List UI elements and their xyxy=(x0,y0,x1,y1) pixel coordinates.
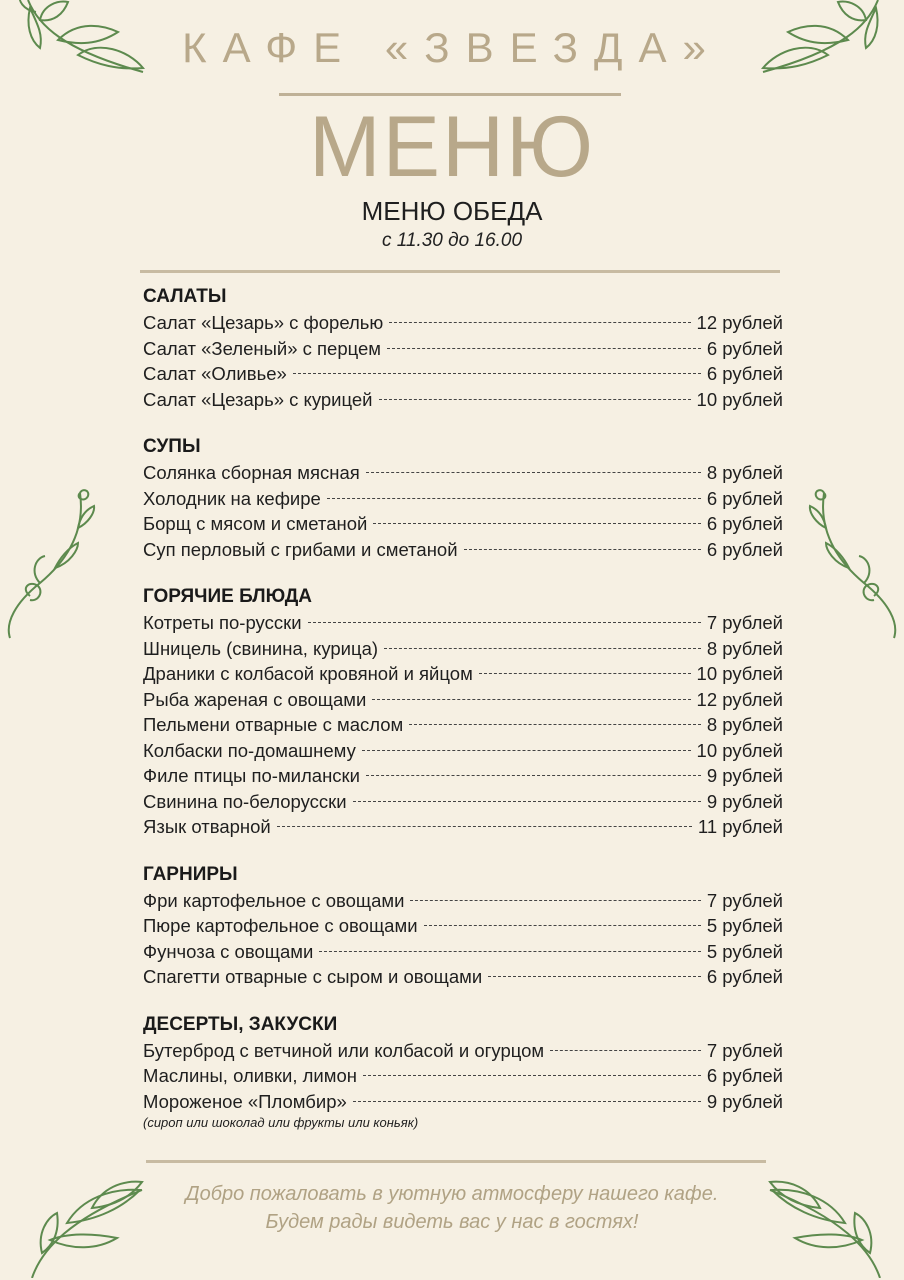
menu-item xyxy=(143,738,783,764)
item-price: 6 рублей xyxy=(706,966,783,987)
menu-item xyxy=(143,712,783,738)
dot-leader xyxy=(353,801,701,802)
item-name: Язык отварной xyxy=(143,816,271,837)
menu-list xyxy=(143,284,783,1153)
dot-leader xyxy=(363,1075,701,1076)
menu-item xyxy=(143,387,783,413)
dot-leader xyxy=(387,348,701,349)
vine-icon xyxy=(0,488,100,643)
item-name: Драники с колбасой кровяной и яйцом xyxy=(143,663,473,684)
item-price: 6 рублей xyxy=(706,363,783,384)
menu-item xyxy=(143,763,783,789)
item-name: Пельмени отварные с маслом xyxy=(143,714,404,735)
menu-item xyxy=(143,1089,783,1115)
item-price: 10 рублей xyxy=(696,388,783,410)
vine-icon xyxy=(804,488,904,643)
item-name: Салат «Цезарь» с форелью xyxy=(143,312,384,333)
dot-leader xyxy=(464,549,701,550)
item-price: 10 рублей xyxy=(696,663,783,684)
dot-leader xyxy=(424,925,701,926)
menu-item xyxy=(143,486,783,512)
item-price: 8 рублей xyxy=(706,637,783,659)
section-title: ГАРНИРЫ xyxy=(143,863,238,885)
item-name: Мороженое «Пломбир» xyxy=(143,1090,347,1112)
menu-section-desserts xyxy=(143,1012,783,1132)
item-name: Холодник на кефире xyxy=(143,487,321,509)
menu-item xyxy=(143,939,783,965)
welcome-line-2: Будем рады видеть вас у нас в гостях! xyxy=(265,1211,639,1233)
menu-subtitle: МЕНЮ ОБЕДА xyxy=(361,196,543,226)
menu-item xyxy=(143,888,783,914)
item-price: 11 рублей xyxy=(697,816,783,837)
dot-leader xyxy=(479,673,691,674)
menu-item xyxy=(143,537,783,563)
item-price: 9 рублей xyxy=(706,765,783,786)
menu-item xyxy=(143,610,783,636)
item-price: 10 рублей xyxy=(696,739,783,761)
dot-leader xyxy=(353,1101,701,1102)
menu-section-hot-dishes xyxy=(143,584,783,840)
welcome-line-1: Добро пожаловать в уютную атмосферу нашего кафе. xyxy=(185,1183,719,1205)
section-title: САЛАТЫ xyxy=(143,286,227,307)
menu-item xyxy=(143,336,783,362)
item-name: Колбаски по-домашнему xyxy=(143,739,356,761)
item-name: Фри картофельное с овощами xyxy=(143,889,405,911)
item-price: 8 рублей xyxy=(706,714,783,735)
item-price: 9 рублей xyxy=(706,1090,783,1112)
item-name: Маслины, оливки, лимон xyxy=(143,1065,357,1086)
item-price: 12 рублей xyxy=(696,688,783,710)
item-name: Филе птицы по-милански xyxy=(143,765,360,786)
item-name: Фунчоза с овощами xyxy=(143,940,314,962)
menu-item xyxy=(143,913,783,939)
dot-leader xyxy=(373,523,701,524)
dot-leader xyxy=(293,373,701,374)
item-name: Рыба жареная с овощами xyxy=(143,688,367,710)
dot-leader xyxy=(362,750,691,751)
footer-divider xyxy=(146,1160,766,1163)
item-name: Салат «Оливье» xyxy=(143,363,287,384)
welcome-message xyxy=(0,1180,904,1236)
section-title: СУПЫ xyxy=(143,436,201,457)
section-title: ДЕСЕРТЫ, ЗАКУСКИ xyxy=(143,1013,338,1035)
item-price: 7 рублей xyxy=(706,1039,783,1061)
item-name: Шницель (свинина, курица) xyxy=(143,637,379,659)
item-price: 8 рублей xyxy=(706,462,783,483)
menu-item xyxy=(143,1063,783,1089)
item-price: 6 рублей xyxy=(706,487,783,509)
item-name: Свинина по-белорусски xyxy=(143,790,347,812)
header-divider xyxy=(279,93,621,96)
section-title: ГОРЯЧИЕ БЛЮДА xyxy=(143,586,313,607)
menu-item xyxy=(143,814,783,840)
menu-item xyxy=(143,1038,783,1064)
menu-item xyxy=(143,661,783,687)
dot-leader xyxy=(410,900,700,901)
dot-leader xyxy=(488,976,701,977)
cafe-name: КАФЕ «ЗВЕЗДА» xyxy=(182,24,722,71)
item-name: Солянка сборная мясная xyxy=(143,462,360,483)
lunch-hours: с 11.30 до 16.00 xyxy=(381,230,523,251)
dot-leader xyxy=(379,399,691,400)
menu-section-salads xyxy=(143,284,783,412)
dot-leader xyxy=(308,622,701,623)
menu-section-soups xyxy=(143,434,783,562)
item-name: Салат «Цезарь» с курицей xyxy=(143,388,373,410)
item-name: Бутерброд с ветчиной или колбасой и огурцом xyxy=(143,1039,545,1061)
dot-leader xyxy=(366,775,701,776)
item-price: 7 рублей xyxy=(706,612,783,633)
dot-leader xyxy=(277,826,692,827)
dot-leader xyxy=(550,1050,701,1051)
menu-item xyxy=(143,361,783,387)
menu-item xyxy=(143,310,783,336)
section-divider xyxy=(140,270,780,273)
dot-leader xyxy=(366,472,701,473)
item-name: Борщ с мясом и сметаной xyxy=(143,513,368,534)
menu-item xyxy=(143,636,783,662)
menu-item xyxy=(143,511,783,537)
item-name: Спагетти отварные с сыром и овощами xyxy=(143,966,483,987)
item-note: (сироп или шоколад или фрукты или коньяк) xyxy=(143,1115,419,1130)
item-name: Салат «Зеленый» с перцем xyxy=(143,337,382,359)
menu-item xyxy=(143,460,783,486)
item-price: 5 рублей xyxy=(706,915,783,936)
page-title: МЕНЮ xyxy=(309,99,595,195)
item-price: 6 рублей xyxy=(706,513,783,534)
item-price: 5 рублей xyxy=(706,940,783,962)
item-price: 9 рублей xyxy=(706,790,783,812)
item-price: 6 рублей xyxy=(706,1065,783,1086)
dot-leader xyxy=(384,648,701,649)
item-name: Суп перловый с грибами и сметаной xyxy=(143,538,458,560)
menu-item xyxy=(143,964,783,990)
dot-leader xyxy=(409,724,701,725)
item-name: Котреты по-русски xyxy=(143,612,302,633)
dot-leader xyxy=(389,322,690,323)
dot-leader xyxy=(319,951,701,952)
menu-item xyxy=(143,789,783,815)
item-price: 12 рублей xyxy=(696,312,783,333)
dot-leader xyxy=(372,699,690,700)
item-name: Пюре картофельное с овощами xyxy=(143,915,418,936)
menu-section-sides xyxy=(143,862,783,990)
item-price: 7 рублей xyxy=(706,889,783,911)
dot-leader xyxy=(327,498,701,499)
menu-item xyxy=(143,687,783,713)
item-price: 6 рублей xyxy=(706,538,783,560)
item-price: 6 рублей xyxy=(706,337,783,359)
